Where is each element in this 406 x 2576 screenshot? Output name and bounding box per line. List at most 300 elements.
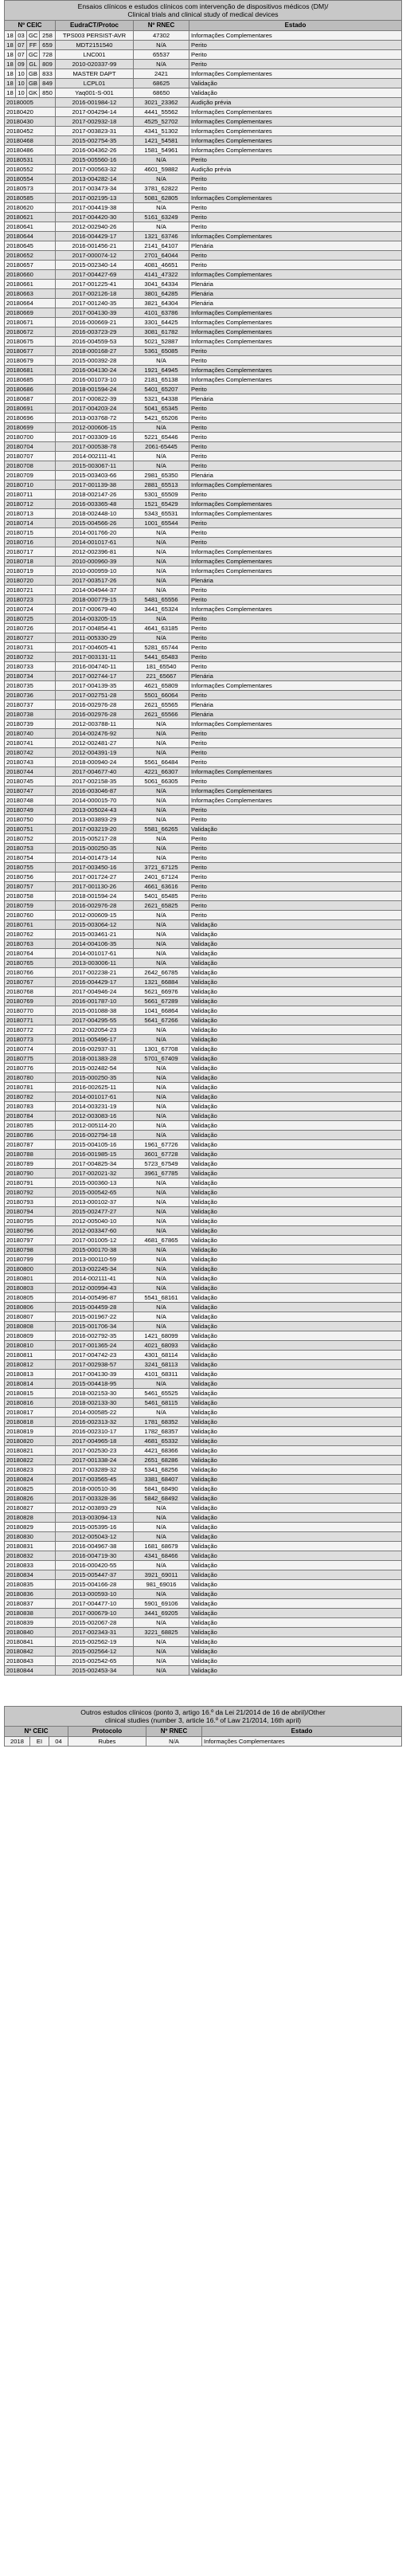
- ceic-number: 20180836: [5, 1590, 56, 1599]
- estado-cell: Perito: [189, 251, 402, 261]
- estado-cell: Validação: [189, 1169, 402, 1178]
- ceic-number: 20180817: [5, 1408, 56, 1417]
- eudract-cell: 2017-000822-39: [56, 394, 134, 404]
- ceic-number: 20180686: [5, 385, 56, 394]
- estado-cell: Informações Complementares: [189, 31, 402, 41]
- ceic-number: 20180621: [5, 213, 56, 222]
- eudract-cell: 2017-004946-24: [56, 987, 134, 997]
- eudract-cell: 2017-002238-21: [56, 968, 134, 978]
- rnec-cell: N/A: [134, 1121, 189, 1131]
- table-row: [5, 146, 402, 155]
- estado-cell: Validação: [189, 1331, 402, 1341]
- estado-cell: Validação: [189, 1647, 402, 1657]
- rnec-cell: N/A: [134, 1245, 189, 1255]
- table-row: [5, 586, 402, 595]
- rnec-cell: N/A: [134, 1188, 189, 1198]
- estado-cell: Validação: [189, 1226, 402, 1236]
- ceic-number: 20180721: [5, 586, 56, 595]
- eudract-cell: 2016-004559-53: [56, 337, 134, 347]
- ceic-number: 20180754: [5, 853, 56, 863]
- table-row: [5, 184, 402, 194]
- eudract-cell: 2017-003219-20: [56, 825, 134, 834]
- estado-cell: Perito: [189, 739, 402, 748]
- estado-cell: Validação: [189, 1112, 402, 1121]
- ceic-number: 20180801: [5, 1274, 56, 1284]
- rnec-cell: N/A: [134, 911, 189, 920]
- table-row: [5, 739, 402, 748]
- table-row: [5, 987, 402, 997]
- table-row: [5, 911, 402, 920]
- ceic-part-cell: FF: [27, 41, 40, 50]
- ceic-number: 20180837: [5, 1599, 56, 1609]
- ceic-number: 20180758: [5, 892, 56, 901]
- table-row: [5, 1331, 402, 1341]
- ceic-number: 20180734: [5, 672, 56, 681]
- table-row: [5, 672, 402, 681]
- ceic-number: 20180715: [5, 528, 56, 538]
- estado-cell: Validação: [189, 1255, 402, 1264]
- ceic-number: 20180669: [5, 308, 56, 318]
- protocol-cell: LNC001: [56, 50, 134, 60]
- estado-cell: Perito: [189, 882, 402, 892]
- other-studies-table: [4, 1706, 402, 1747]
- ceic-part-cell: 18: [5, 41, 16, 50]
- ceic-number: 20180828: [5, 1513, 56, 1523]
- rnec-cell: 4081_46651: [134, 261, 189, 270]
- table-row: [5, 1159, 402, 1169]
- table-row: [5, 691, 402, 700]
- table-row: [5, 1188, 402, 1198]
- estado-cell: Audição prévia: [189, 165, 402, 174]
- estado-cell: Informações Complementares: [189, 127, 402, 136]
- ceic-part-cell: 18: [5, 88, 16, 98]
- eudract-cell: 2013-000102-37: [56, 1198, 134, 1207]
- rnec-cell: N/A: [134, 844, 189, 853]
- ceic-part-cell: 18: [5, 31, 16, 41]
- rnec-cell: 221_65667: [134, 672, 189, 681]
- ceic-number: 20180738: [5, 710, 56, 719]
- rnec-cell: 4221_66307: [134, 767, 189, 777]
- eudract-cell: 2017-003823-31: [56, 127, 134, 136]
- section-gap: [4, 1676, 402, 1706]
- estado-cell: Perito: [189, 155, 402, 165]
- eudract-cell: 2012-002396-81: [56, 547, 134, 557]
- eudract-cell: 2015-005395-16: [56, 1523, 134, 1532]
- table-row: [5, 1484, 402, 1494]
- rnec-cell: N/A: [134, 452, 189, 461]
- rnec-cell: N/A: [134, 739, 189, 748]
- estado-cell: Validação: [189, 1322, 402, 1331]
- rnec-cell: N/A: [134, 528, 189, 538]
- table-row: [5, 60, 402, 69]
- rnec-cell: N/A: [134, 1657, 189, 1666]
- ceic-number: 20180719: [5, 567, 56, 576]
- estado-cell: Validação: [189, 1580, 402, 1590]
- estado-cell: Validação: [189, 1073, 402, 1083]
- table-row: [5, 1351, 402, 1360]
- eudract-cell: 2015-000250-35: [56, 1073, 134, 1083]
- table-row: [5, 576, 402, 586]
- estado-cell: Validação: [189, 939, 402, 949]
- estado-cell: Perito: [189, 385, 402, 394]
- ceic-part-cell: 10: [16, 79, 27, 88]
- rnec-cell: 1301_67708: [134, 1045, 189, 1054]
- eudract-cell: 2014-003205-15: [56, 614, 134, 624]
- table-row: [5, 98, 402, 108]
- estado-cell: Validação: [189, 1150, 402, 1159]
- rnec-cell: N/A: [134, 1073, 189, 1083]
- estado-cell: Validação: [189, 987, 402, 997]
- eudract-cell: 2014-003231-19: [56, 1102, 134, 1112]
- ceic-number: 20180732: [5, 653, 56, 662]
- eudract-cell: 2017-004854-41: [56, 624, 134, 633]
- estado-cell: Informações Complementares: [189, 232, 402, 241]
- rnec-cell: 5841_68490: [134, 1484, 189, 1494]
- eudract-cell: 2010-000959-10: [56, 567, 134, 576]
- eudract-cell: 2016-001787-10: [56, 997, 134, 1006]
- rnec-cell: N/A: [134, 1217, 189, 1226]
- estado-cell: Perito: [189, 729, 402, 739]
- ceic-number: 20180573: [5, 184, 56, 194]
- table-row: [5, 1647, 402, 1657]
- rnec-cell: 3781_62822: [134, 184, 189, 194]
- eudract-cell: 2017-003131-11: [56, 653, 134, 662]
- ceic-part-cell: 850: [40, 88, 56, 98]
- estado-cell: Validação: [189, 949, 402, 959]
- estado-cell: Validação: [189, 1159, 402, 1169]
- ceic-number: 20180774: [5, 1045, 56, 1054]
- eudract-cell: 2012-004391-19: [56, 748, 134, 758]
- rnec-cell: 4641_63185: [134, 624, 189, 633]
- ceic-number: 20180486: [5, 146, 56, 155]
- table-row: [5, 108, 402, 117]
- table-row: [5, 1494, 402, 1504]
- estado-cell: Audição prévia: [189, 98, 402, 108]
- estado-cell: Validação: [189, 1303, 402, 1312]
- rnec-cell: 4661_63616: [134, 882, 189, 892]
- ceic-number: 20180750: [5, 815, 56, 825]
- ceic-number: 20180775: [5, 1054, 56, 1064]
- eudract-cell: 2017-004130-39: [56, 308, 134, 318]
- table-row: [5, 289, 402, 299]
- rnec-cell: N/A: [134, 1647, 189, 1657]
- ceic-number: 20180554: [5, 174, 56, 184]
- rnec-cell: 2701_64044: [134, 251, 189, 261]
- eudract-cell: 2015-002542-65: [56, 1657, 134, 1666]
- ceic-number: 20180751: [5, 825, 56, 834]
- rnec-cell: 5341_68256: [134, 1465, 189, 1475]
- estado-cell: Validação: [189, 1551, 402, 1561]
- page: [4, 0, 402, 1747]
- estado-cell: Informações Complementares: [189, 117, 402, 127]
- ceic-number: 20180723: [5, 595, 56, 605]
- ceic-number: 20180005: [5, 98, 56, 108]
- estado-cell: Informações Complementares: [189, 605, 402, 614]
- estado-cell: Perito: [189, 60, 402, 69]
- ceic-number: 20180808: [5, 1322, 56, 1331]
- estado-cell: Validação: [189, 1083, 402, 1092]
- estado-cell: Validação: [189, 1102, 402, 1112]
- ceic-number: 20180679: [5, 356, 56, 366]
- eudract-cell: 2012-005040-10: [56, 1217, 134, 1226]
- eudract-cell: 2017-001225-41: [56, 280, 134, 289]
- ceic-number: 20180727: [5, 633, 56, 643]
- table-row: [5, 452, 402, 461]
- table-row: [5, 710, 402, 719]
- table-row: [5, 1609, 402, 1618]
- eudract-cell: 2011-005496-17: [56, 1035, 134, 1045]
- ceic-part-cell: 04: [49, 1737, 68, 1747]
- eudract-cell: 2016-002937-31: [56, 1045, 134, 1054]
- header2-rnec: Nº RNEC: [146, 1727, 202, 1737]
- table-row: [5, 222, 402, 232]
- eudract-cell: 2015-000170-38: [56, 1245, 134, 1255]
- rnec-cell: N/A: [134, 1284, 189, 1293]
- ceic-number: 20180748: [5, 796, 56, 806]
- estado-cell: Perito: [189, 490, 402, 500]
- header2-estado: Estado: [202, 1727, 402, 1737]
- eudract-cell: 2015-002340-14: [56, 261, 134, 270]
- eudract-cell: 2017-004677-40: [56, 767, 134, 777]
- estado-cell: Perito: [189, 528, 402, 538]
- table-row: [5, 461, 402, 471]
- table-row: [5, 1551, 402, 1561]
- eudract-cell: 2017-001338-24: [56, 1456, 134, 1465]
- rnec-cell: N/A: [146, 1737, 202, 1747]
- estado-cell: Validação: [189, 1542, 402, 1551]
- eudract-cell: 2012-000994-43: [56, 1284, 134, 1293]
- table-row: [5, 1274, 402, 1284]
- rnec-cell: 68650: [134, 88, 189, 98]
- ceic-part-cell: GL: [27, 60, 40, 69]
- ceic-number: 20180810: [5, 1341, 56, 1351]
- estado-cell: Perito: [189, 519, 402, 528]
- rnec-cell: 3821_64304: [134, 299, 189, 308]
- table-row: [5, 901, 402, 911]
- rnec-cell: 1921_64945: [134, 366, 189, 375]
- eudract-cell: 2012-002481-27: [56, 739, 134, 748]
- eudract-cell: 2018-000168-27: [56, 347, 134, 356]
- ceic-number: 20180805: [5, 1293, 56, 1303]
- rnec-cell: 5541_68161: [134, 1293, 189, 1303]
- eudract-cell: 2017-002126-18: [56, 289, 134, 299]
- table-row: [5, 853, 402, 863]
- rnec-cell: N/A: [134, 1666, 189, 1676]
- rnec-cell: N/A: [134, 1618, 189, 1628]
- rnec-cell: N/A: [134, 815, 189, 825]
- eudract-cell: 2017-002021-32: [56, 1169, 134, 1178]
- rnec-cell: N/A: [134, 547, 189, 557]
- rnec-cell: 3961_67785: [134, 1169, 189, 1178]
- estado-cell: Perito: [189, 442, 402, 452]
- table-row: [5, 1628, 402, 1637]
- eudract-cell: 2012-003083-16: [56, 1112, 134, 1121]
- estado-cell: Informações Complementares: [189, 557, 402, 567]
- estado-cell: Informações Complementares: [189, 337, 402, 347]
- eudract-cell: 2017-004295-55: [56, 1016, 134, 1025]
- protocol-cell: Rubes: [68, 1737, 146, 1747]
- eudract-cell: 2014-002111-41: [56, 452, 134, 461]
- table-row: [5, 1016, 402, 1025]
- ceic-part-cell: 728: [40, 50, 56, 60]
- ceic-number: 20180839: [5, 1618, 56, 1628]
- eudract-cell: 2018-002147-26: [56, 490, 134, 500]
- rnec-cell: N/A: [134, 538, 189, 547]
- rnec-cell: 4421_68366: [134, 1446, 189, 1456]
- estado-cell: Perito: [189, 222, 402, 232]
- ceic-number: 20180661: [5, 280, 56, 289]
- ceic-number: 20180820: [5, 1437, 56, 1446]
- table-row: [5, 1064, 402, 1073]
- rnec-cell: N/A: [134, 719, 189, 729]
- eudract-cell: 2015-000250-35: [56, 844, 134, 853]
- table-row: [5, 31, 402, 41]
- rnec-cell: 2621_65566: [134, 710, 189, 719]
- ceic-part-cell: GB: [27, 69, 40, 79]
- table-row: [5, 748, 402, 758]
- ceic-number: 20180420: [5, 108, 56, 117]
- table-row: [5, 423, 402, 433]
- eudract-cell: 2017-004965-18: [56, 1437, 134, 1446]
- eudract-cell: 2017-004203-24: [56, 404, 134, 414]
- table-row: [5, 882, 402, 892]
- estado-cell: Validação: [189, 1437, 402, 1446]
- table-row: [5, 662, 402, 672]
- table-row: [5, 88, 402, 98]
- estado-cell: Perito: [189, 653, 402, 662]
- rnec-cell: 2621_65825: [134, 901, 189, 911]
- estado-cell: Validação: [189, 1274, 402, 1284]
- eudract-cell: 2017-002343-31: [56, 1628, 134, 1637]
- table-row: [5, 1599, 402, 1609]
- estado-cell: Perito: [189, 777, 402, 786]
- ceic-number: 20180711: [5, 490, 56, 500]
- ceic-number: 20180714: [5, 519, 56, 528]
- estado-cell: Validação: [189, 1513, 402, 1523]
- rnec-cell: 5901_69106: [134, 1599, 189, 1609]
- ceic-number: 20180652: [5, 251, 56, 261]
- ceic-number: 20180809: [5, 1331, 56, 1341]
- ceic-part-cell: 18: [5, 69, 16, 79]
- rnec-cell: N/A: [134, 1092, 189, 1102]
- ceic-number: 20180762: [5, 930, 56, 939]
- rnec-cell: N/A: [134, 1513, 189, 1523]
- ceic-number: 20180829: [5, 1523, 56, 1532]
- protocol-cell: MASTER DAPT: [56, 69, 134, 79]
- estado-cell: Plenária: [189, 394, 402, 404]
- estado-cell: Validação: [189, 1035, 402, 1045]
- eudract-cell: 2017-003289-32: [56, 1465, 134, 1475]
- table-row: [5, 1102, 402, 1112]
- eudract-cell: 2017-004419-38: [56, 203, 134, 213]
- table-row: [5, 1417, 402, 1427]
- eudract-cell: 2017-000538-78: [56, 442, 134, 452]
- estado-cell: Validação: [189, 1131, 402, 1140]
- protocol-cell: LCPL01: [56, 79, 134, 88]
- table-row: [5, 806, 402, 815]
- table-row: [5, 1513, 402, 1523]
- table-row: [5, 299, 402, 308]
- table-row: [5, 1456, 402, 1465]
- rnec-cell: N/A: [134, 633, 189, 643]
- ceic-number: 20180841: [5, 1637, 56, 1647]
- eudract-cell: 2017-004420-30: [56, 213, 134, 222]
- estado-cell: Informações Complementares: [189, 136, 402, 146]
- eudract-cell: 2013-004282-14: [56, 174, 134, 184]
- ceic-part-cell: 10: [16, 69, 27, 79]
- table-row: [5, 165, 402, 174]
- table-row: [5, 1737, 402, 1747]
- eudract-cell: 2013-005024-43: [56, 806, 134, 815]
- ceic-number: 20180712: [5, 500, 56, 509]
- rnec-cell: 4021_68093: [134, 1341, 189, 1351]
- rnec-cell: 5501_66064: [134, 691, 189, 700]
- table-row: [5, 815, 402, 825]
- estado-cell: Validação: [189, 1198, 402, 1207]
- table-row: [5, 1121, 402, 1131]
- eudract-cell: 2013-003768-72: [56, 414, 134, 423]
- eudract-cell: 2014-001017-61: [56, 1092, 134, 1102]
- table-row: [5, 614, 402, 624]
- eudract-cell: 2017-001240-35: [56, 299, 134, 308]
- estado-cell: Validação: [189, 1523, 402, 1532]
- rnec-cell: 2981_65350: [134, 471, 189, 480]
- rnec-cell: 2421: [134, 69, 189, 79]
- table-row: [5, 1025, 402, 1035]
- estado-cell: Perito: [189, 633, 402, 643]
- ceic-number: 20180717: [5, 547, 56, 557]
- table-row: [5, 1590, 402, 1599]
- rnec-cell: N/A: [134, 920, 189, 930]
- rnec-cell: 3041_64334: [134, 280, 189, 289]
- ceic-number: 20180831: [5, 1542, 56, 1551]
- table-row: [5, 1523, 402, 1532]
- eudract-cell: 2015-001706-34: [56, 1322, 134, 1331]
- section2-rows: [5, 1737, 402, 1747]
- eudract-cell: 2016-001984-12: [56, 98, 134, 108]
- rnec-cell: 1321_63746: [134, 232, 189, 241]
- rnec-cell: 1421_54581: [134, 136, 189, 146]
- estado-cell: Informações Complementares: [202, 1737, 402, 1747]
- estado-cell: Perito: [189, 901, 402, 911]
- eudract-cell: 2015-002754-35: [56, 136, 134, 146]
- estado-cell: Perito: [189, 433, 402, 442]
- estado-cell: Validação: [189, 1236, 402, 1245]
- estado-cell: Validação: [189, 825, 402, 834]
- rnec-cell: N/A: [134, 834, 189, 844]
- eudract-cell: 2016-004740-11: [56, 662, 134, 672]
- table-row: [5, 567, 402, 576]
- ceic-number: 20180812: [5, 1360, 56, 1370]
- eudract-cell: 2015-003403-66: [56, 471, 134, 480]
- estado-cell: Perito: [189, 911, 402, 920]
- rnec-cell: 3221_68825: [134, 1628, 189, 1637]
- eudract-cell: 2017-000679-10: [56, 1609, 134, 1618]
- table-row: [5, 203, 402, 213]
- rnec-cell: N/A: [134, 203, 189, 213]
- table-row: [5, 471, 402, 480]
- header2-ceic: Nº CEIC: [5, 1727, 68, 1737]
- section2-title-en: clinical studies (number 3, article 16.º of Law 21/2014, 16th april): [104, 1716, 302, 1724]
- ceic-number: 20180763: [5, 939, 56, 949]
- estado-cell: Validação: [189, 1016, 402, 1025]
- ceic-number: 20180783: [5, 1102, 56, 1112]
- ceic-number: 20180716: [5, 538, 56, 547]
- ceic-number: 20180733: [5, 662, 56, 672]
- eudract-cell: 2016-002976-28: [56, 710, 134, 719]
- table-row: [5, 643, 402, 653]
- rnec-cell: N/A: [134, 576, 189, 586]
